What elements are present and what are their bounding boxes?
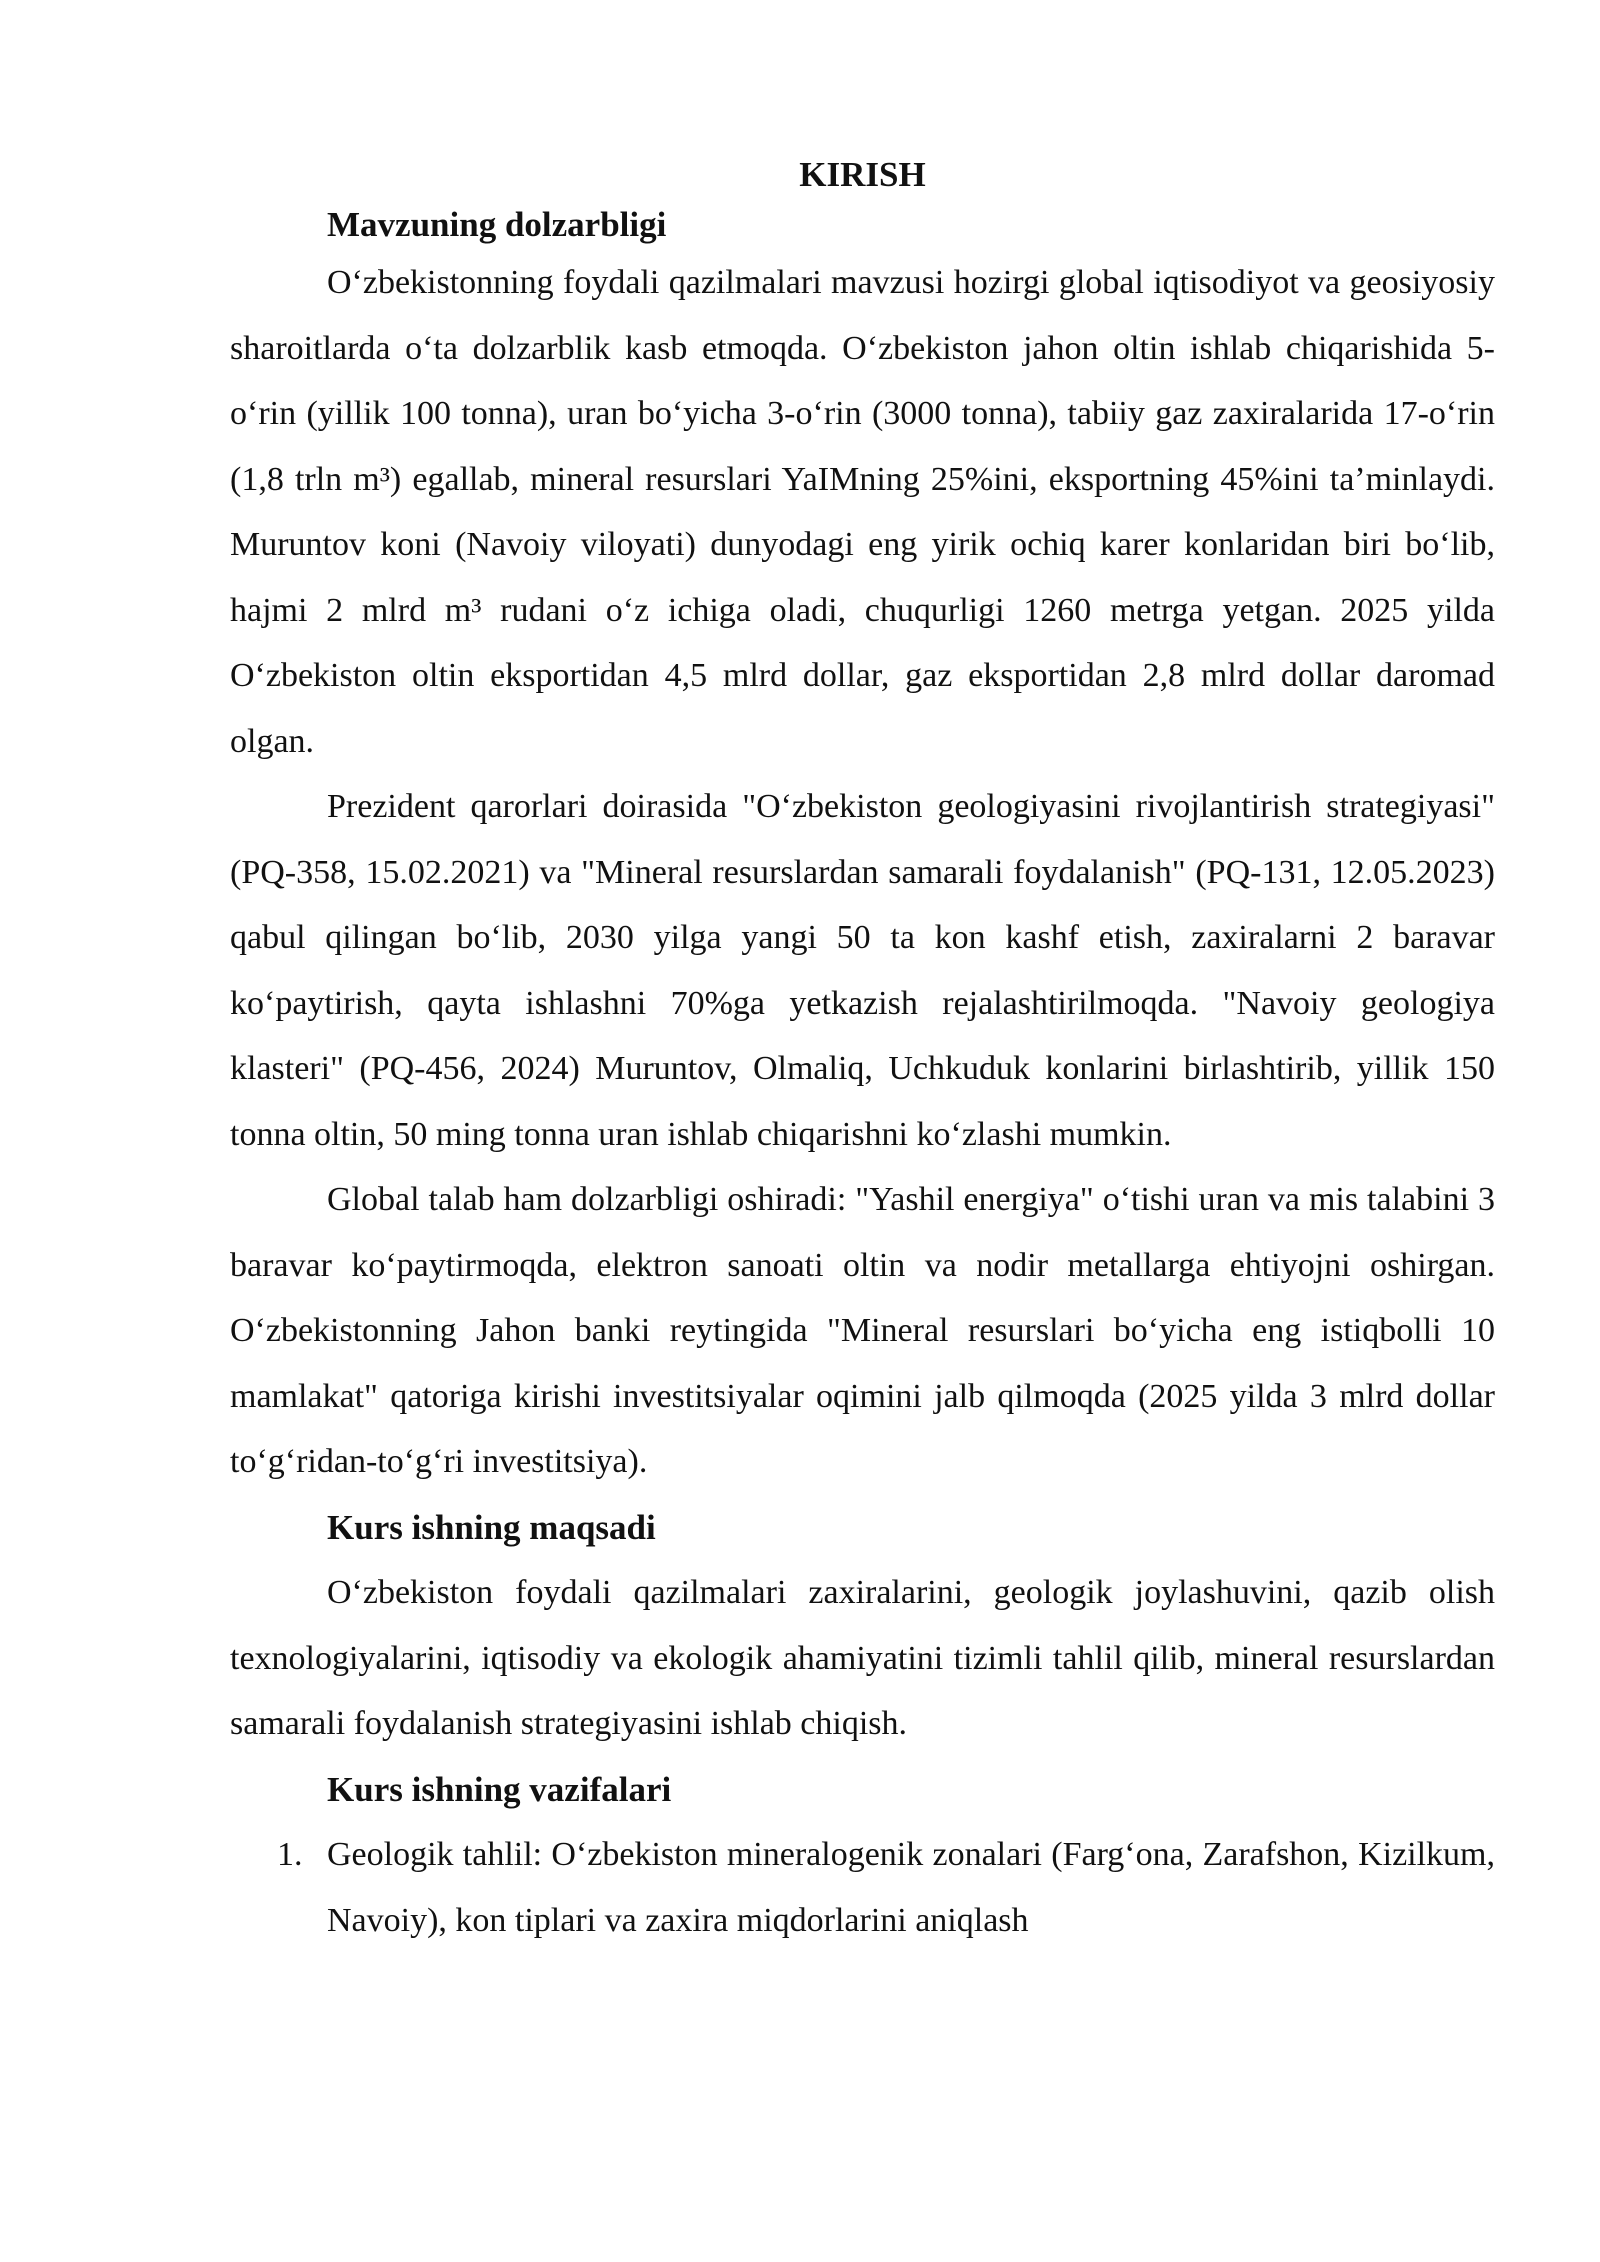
paragraph-goal: O‘zbekiston foydali qazilmalari zaxiralarini, geologik joylashuvini, qazib olish texnologiyalarini, iqtisodiy va ekologik ahamiyatini tizimli tahlil qilib, mineral resurslardan samarali foydalanish strategiyasini ishlab chiqish. xyxy=(230,1574,1495,1742)
task-number: 1. xyxy=(277,1836,303,1873)
section-heading-tasks: Kurs ishning vazifalari xyxy=(327,1769,672,1809)
paragraph-relevance-2: Prezident qarorlari doirasida "O‘zbekiston geologiyasini rivojlantirish strategiyasi" (PQ-358, 15.02.2021) va "Mineral resurslardan samarali foydalanish" (PQ-131, 12.05.2023) qabul qilingan bo‘lib, 2030 yilga yangi 50 ta kon kashf etish, zaxiralarni 2 baravar ko‘paytirish, qayta ishlashni 70%ga yetkazish rejalashtirilmoqda. "Navoiy geologiya klasteri" (PQ-456, 2024) Muruntov, Olmaliq, Uchkuduk konlarini birlashtirib, yillik 150 tonna oltin, 50 ming tonna uran ishlab chiqarishni ko‘zlashi mumkin. xyxy=(230,788,1495,1153)
paragraph-relevance-3: Global talab ham dolzarbligi oshiradi: "Yashil energiya" o‘tishi uran va mis talabini 3 baravar ko‘paytirmoqda, elektron sanoati oltin va nodir metallarga ehtiyojni oshirgan. O‘zbekistonning Jahon banki reytingida "Mineral resurslari bo‘yicha eng istiqbolli 10 mamlakat" qatoriga kirishi investitsiyalar oqimini jalb qilmoqda (2025 yilda 3 mlrd dollar to‘g‘ridan-to‘g‘ri investitsiya). xyxy=(230,1181,1495,1480)
task-text: Geologik tahlil: O‘zbekiston mineralogenik zonalari (Farg‘ona, Zarafshon, Kizilkum, Navoiy), kon tiplari va zaxira miqdorlarini aniqlash xyxy=(327,1836,1495,1939)
document-page xyxy=(230,150,1495,1953)
task-list xyxy=(230,1822,1495,1953)
section-heading-relevance: Mavzuning dolzarbligi xyxy=(327,205,667,244)
task-list-item xyxy=(277,1822,1495,1953)
section-heading-goal: Kurs ishning maqsadi xyxy=(327,1507,656,1547)
paragraph-relevance-1: O‘zbekistonning foydali qazilmalari mavzusi hozirgi global iqtisodiyot va geosiyosiy sharoitlarda o‘ta dolzarblik kasb etmoqda. O‘zbekiston jahon oltin ishlab chiqarishida 5-o‘rin (yillik 100 tonna), uran bo‘yicha 3-o‘rin (3000 tonna), tabiiy gaz zaxiralarida 17-o‘rin (1,8 trln m³) egallab, mineral resurslari YaIMning 25%ini, eksportning 45%ini ta’minlaydi. Muruntov koni (Navoiy viloyati) dunyodagi eng yirik ochiq karer konlaridan biri bo‘lib, hajmi 2 mlrd m³ rudani o‘z ichiga oladi, chuqurligi 1260 metrga yetgan. 2025 yilda O‘zbekiston oltin eksportidan 4,5 mlrd dollar, gaz eksportidan 2,8 mlrd dollar daromad olgan. xyxy=(230,264,1495,760)
page-title: KIRISH xyxy=(799,155,926,194)
